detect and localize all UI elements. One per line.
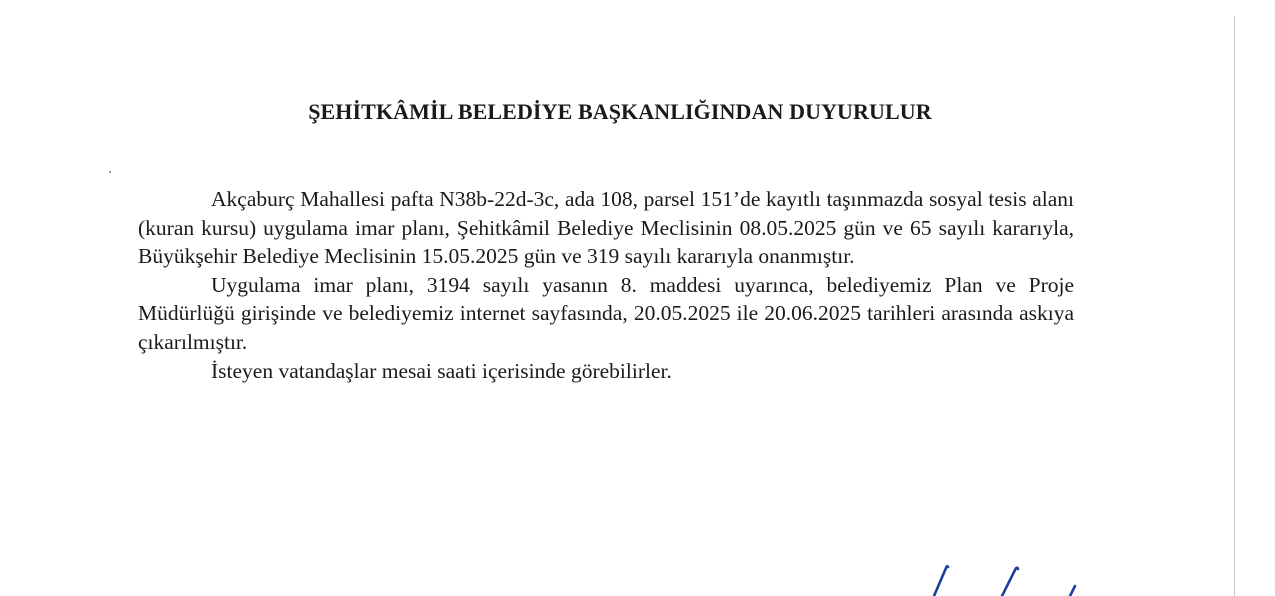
paragraph-citizen-notice: İsteyen vatandaşlar mesai saati içerisinde görebilirler. — [211, 358, 672, 383]
paragraph-public-display: Uygulama imar planı, 3194 sayılı yasanın 8. maddesi uyarınca, belediyemiz Plan ve Proje Müdürlüğü girişinde ve belediyemiz internet sayfasında, 20.05.2025 ile 20.06.2025 tarihleri arasında askıya çıkarılmıştır. — [138, 272, 1074, 354]
signature-stroke-2 — [1002, 568, 1018, 596]
signature-stroke-1 — [934, 566, 948, 596]
signature-stroke-3 — [1070, 586, 1075, 596]
announcement-body — [138, 185, 1074, 385]
paragraph-plan-approval: Akçaburç Mahallesi pafta N38b-22d-3c, ada 108, parsel 151’de kayıtlı taşınmazda sosyal tesis alanı (kuran kursu) uygulama imar planı, Şehitkâmil Belediye Meclisinin 08.05.2025 gün ve 65 sayılı kararıyla, Büyükşehir Belediye Meclisinin 15.05.2025 gün ve 319 sayılı kararıyla onanmıştır. — [138, 187, 1074, 269]
signature-mark — [920, 556, 1100, 596]
scan-speck — [109, 171, 111, 173]
announcement-title: ŞEHİTKÂMİL BELEDİYE BAŞKANLIĞINDAN DUYURULUR — [308, 99, 932, 124]
